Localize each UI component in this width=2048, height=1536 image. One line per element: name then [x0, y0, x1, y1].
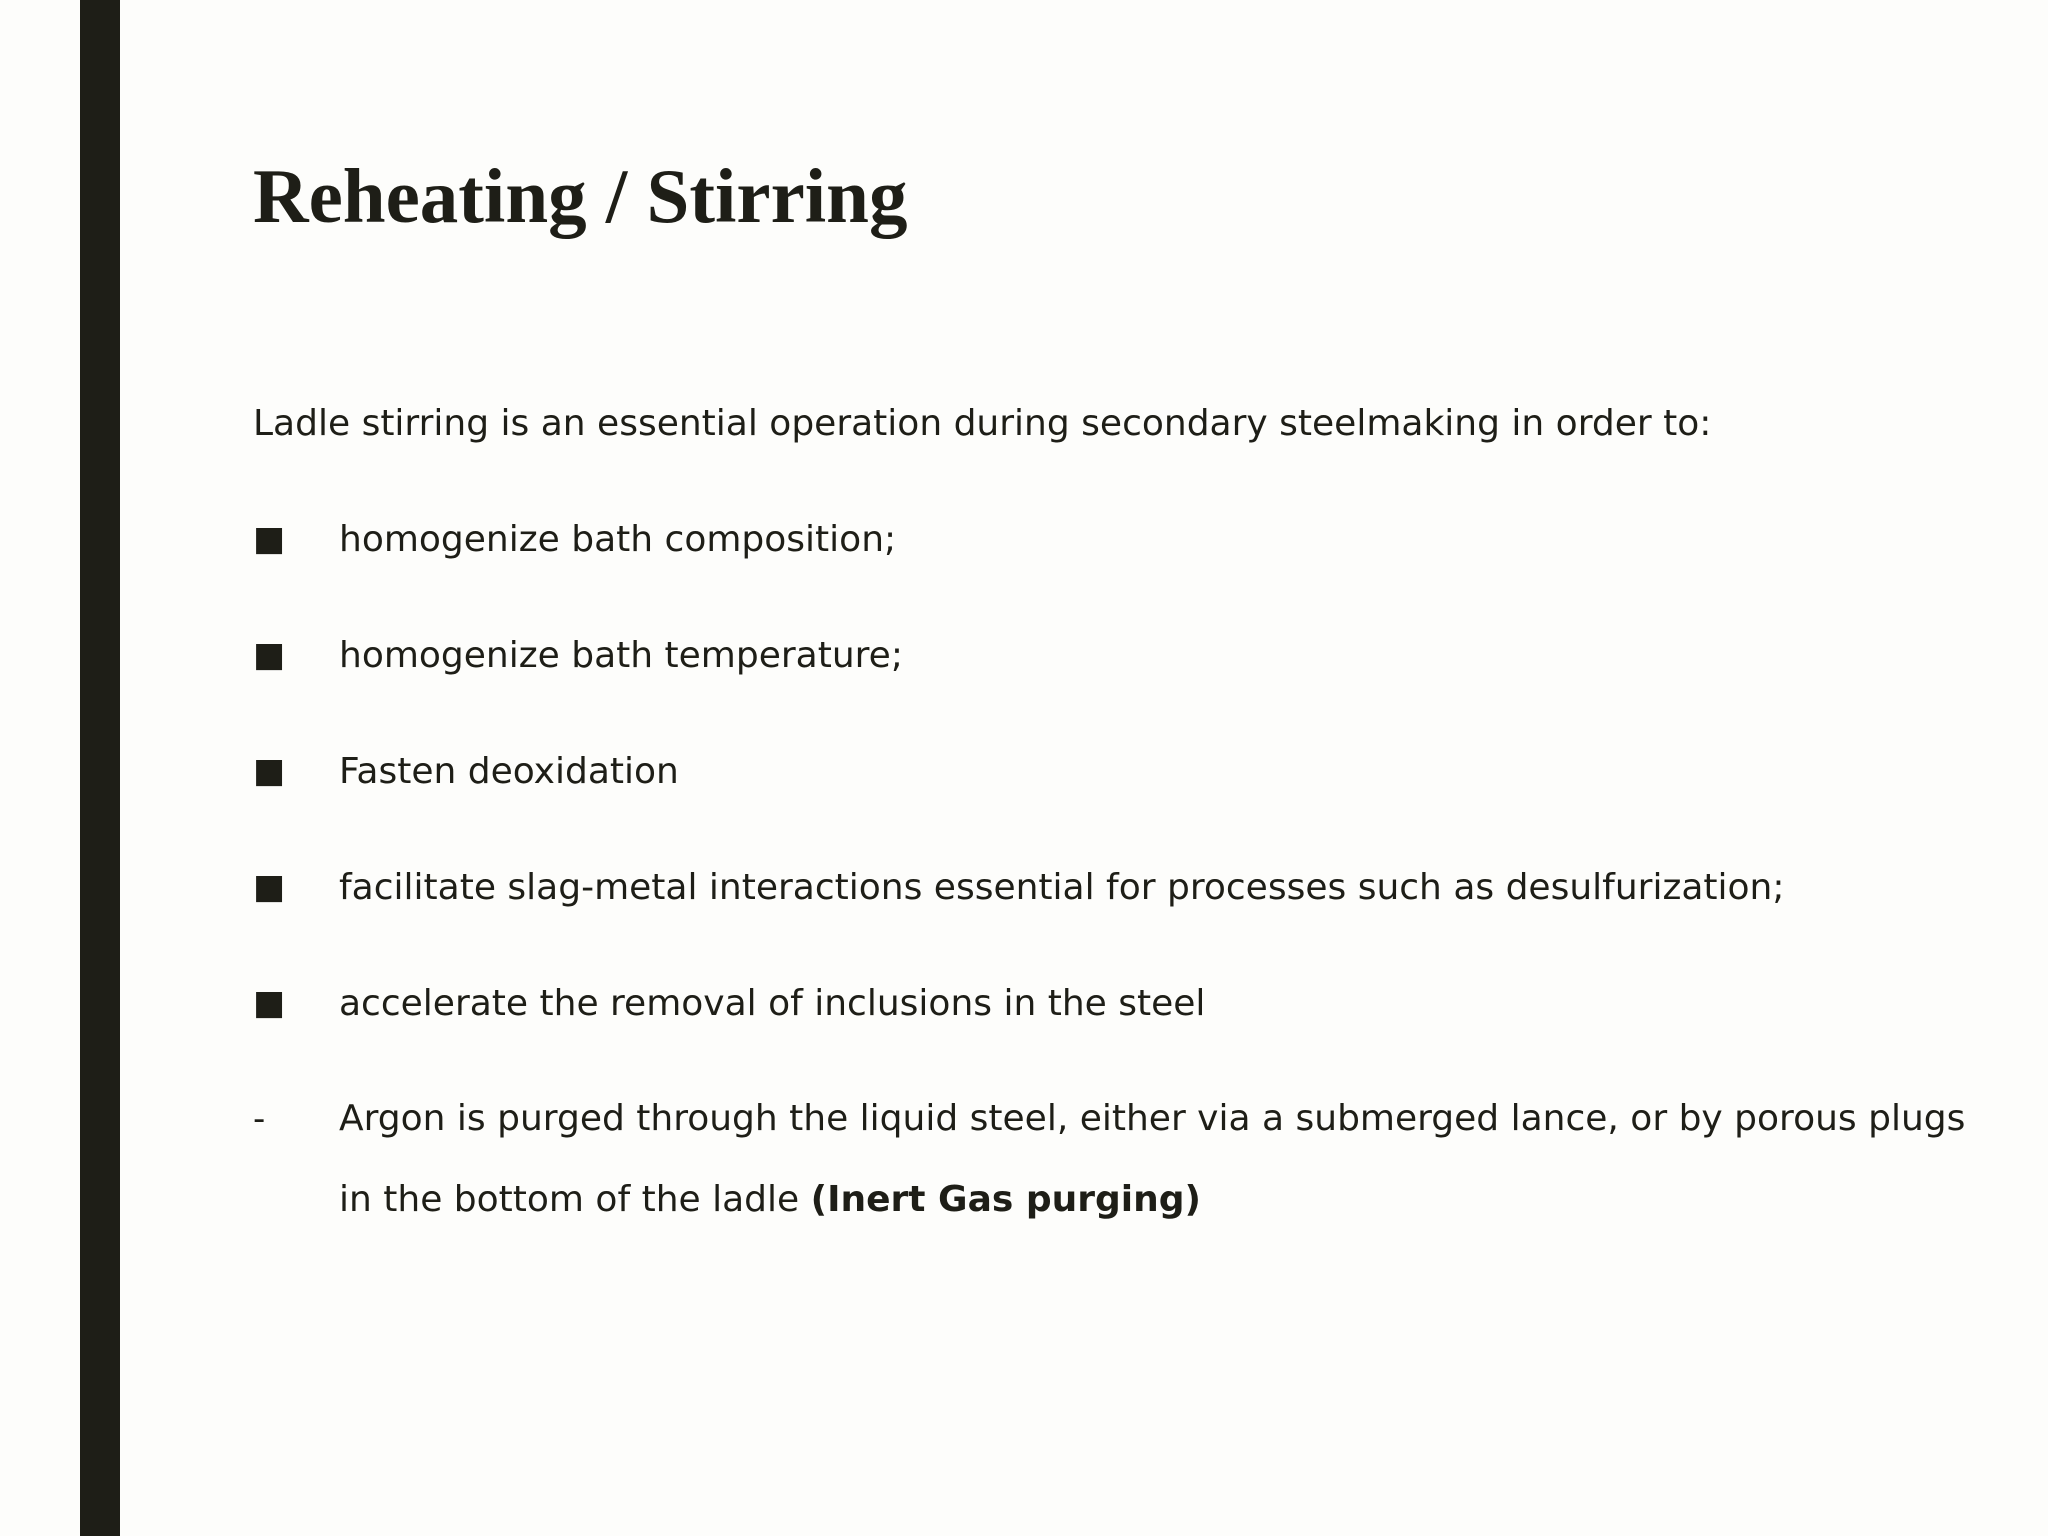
- square-bullet-icon: ■: [253, 635, 286, 675]
- accent-bar: [80, 0, 120, 1536]
- list-item-text: accelerate the removal of inclusions in the steel: [339, 983, 1206, 1024]
- list-item-text: Fasten deoxidation: [339, 751, 679, 792]
- square-bullet-icon: ■: [253, 519, 286, 559]
- square-bullet-icon: ■: [253, 867, 286, 907]
- square-bullet-icon: ■: [253, 751, 286, 791]
- sub-point-body: Argon is purged through the liquid steel, either via a submerged lance, or by porous plugs in the bottom of the ladle: [339, 1098, 1966, 1220]
- list-item-text: facilitate slag-metal interactions essential for processes such as desulfurization;: [339, 867, 1785, 908]
- intro-text: Ladle stirring is an essential operation during secondary steelmaking in order to:: [253, 403, 1712, 444]
- square-bullet-icon: ■: [253, 983, 286, 1023]
- list-item-text: homogenize bath composition;: [339, 519, 897, 560]
- sub-point-emphasis: (Inert Gas purging): [810, 1179, 1201, 1220]
- sub-point-text: [339, 1078, 1979, 1240]
- slide-title: Reheating / Stirring: [253, 153, 908, 239]
- dash-marker: -: [253, 1099, 266, 1139]
- list-item-text: homogenize bath temperature;: [339, 635, 903, 676]
